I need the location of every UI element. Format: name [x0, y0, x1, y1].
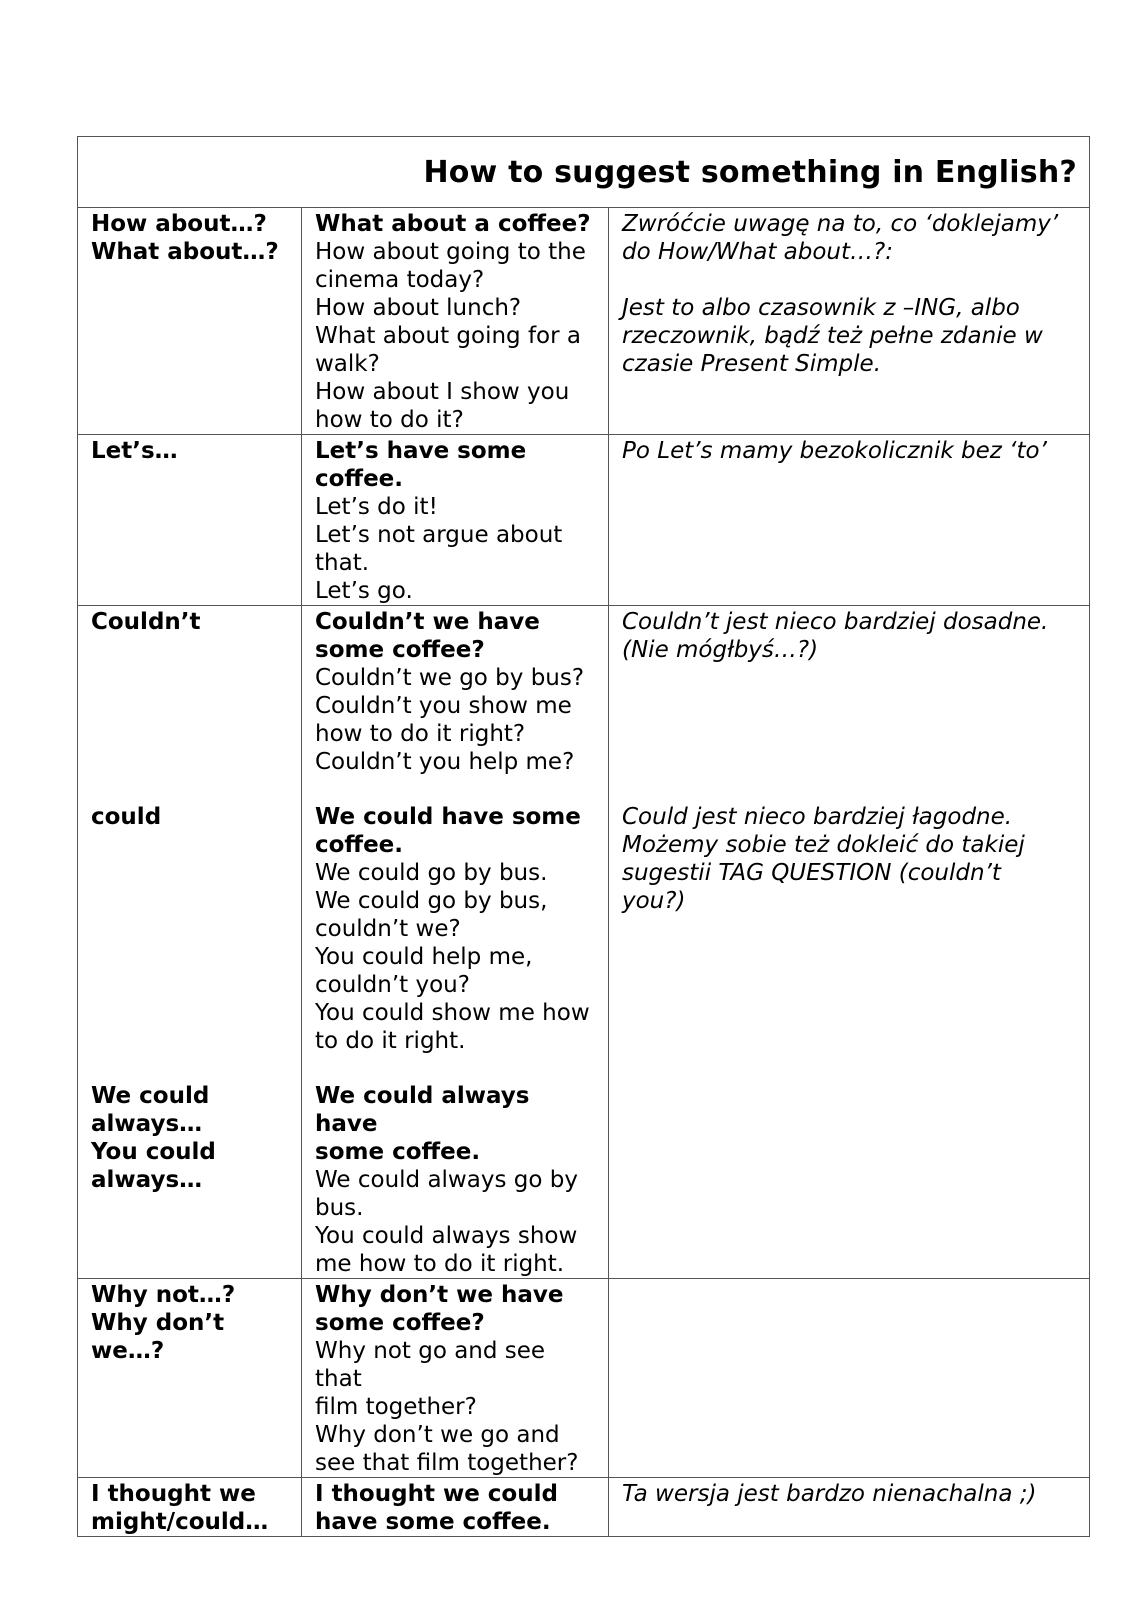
spacer: [622, 664, 1077, 692]
phrase-line: Why not…?: [91, 1282, 236, 1308]
spacer: [91, 1055, 289, 1082]
phrase-line: always…: [91, 1111, 203, 1137]
phrase-line: I thought we: [91, 1481, 256, 1507]
example-line: that.: [315, 550, 370, 576]
note-line: rzeczownik, bądź też pełne zdanie w: [622, 323, 1043, 349]
note-line: Po Let’s mamy bezokolicznik bez ‘to’: [622, 438, 1047, 464]
example-line: We could go by bus.: [315, 860, 548, 886]
spacer: [91, 943, 289, 971]
spacer: [91, 831, 289, 859]
phrase-line: Let’s…: [91, 438, 178, 464]
example-bold-line: some coffee?: [315, 637, 485, 663]
notes-cell: [609, 435, 1090, 606]
table-row: [78, 606, 1090, 1279]
example-line: We could go by bus,: [315, 888, 548, 914]
note-line: do How/What about…?:: [622, 239, 893, 265]
phrase-line: How about…?: [91, 211, 267, 237]
phrase-line: What about…?: [91, 239, 279, 265]
example-line: Why don’t we go and: [315, 1422, 560, 1448]
spacer: [622, 748, 1077, 776]
table-row: [78, 208, 1090, 435]
page-title: How to suggest something in English?: [423, 155, 1077, 190]
suggestions-table: [77, 136, 1089, 1535]
examples-cell: [302, 208, 609, 435]
spacer: [315, 1055, 596, 1082]
example-line: to do it right.: [315, 1028, 466, 1054]
example-line: Let’s do it!: [315, 494, 438, 520]
example-line: how to do it?: [315, 407, 464, 433]
phrase-line: You could: [91, 1139, 216, 1165]
phrase-line: Couldn’t: [91, 609, 201, 635]
example-line: Couldn’t you show me: [315, 693, 572, 719]
spacer: [622, 776, 1077, 803]
example-line: Let’s go.: [315, 578, 413, 604]
phrase-cell: [78, 208, 302, 435]
table-row: [78, 1279, 1090, 1478]
examples-cell: [302, 435, 609, 606]
example-line: me how to do it right.: [315, 1251, 565, 1277]
example-bold-line: have some coffee.: [315, 1509, 551, 1535]
example-bold-line: We could have some: [315, 804, 581, 830]
example-line: How about I show you: [315, 379, 570, 405]
note-line: czasie Present Simple.: [622, 351, 882, 377]
example-bold-line: some coffee.: [315, 1139, 481, 1165]
example-line: couldn’t you?: [315, 972, 470, 998]
spacer: [91, 720, 289, 748]
spacer: [91, 999, 289, 1027]
example-line: walk?: [315, 351, 380, 377]
spacer: [315, 776, 596, 803]
spacer: [91, 887, 289, 915]
example-line: How about going to the: [315, 239, 586, 265]
phrase-line: We could: [91, 1083, 210, 1109]
note-line: you?): [622, 888, 686, 914]
example-line: Why not go and see that: [315, 1338, 546, 1392]
notes-cell: [609, 1279, 1090, 1478]
spacer: [91, 692, 289, 720]
note-line: Zwróćcie uwagę na to, co ‘doklejamy’: [622, 211, 1059, 237]
example-bold-line: We could always have: [315, 1083, 530, 1137]
phrase-line: we…?: [91, 1338, 165, 1364]
phrase-line: Why don’t: [91, 1310, 225, 1336]
example-line: cinema today?: [315, 267, 485, 293]
note-line: Could jest nieco bardziej łagodne.: [622, 804, 1013, 830]
phrase-cell: [78, 606, 302, 1279]
note-line: (Nie mógłbyś…?): [622, 637, 819, 663]
example-bold-line: coffee.: [315, 832, 404, 858]
spacer: [91, 748, 289, 776]
example-bold-line: What about a coffee?: [315, 211, 591, 237]
examples-cell: [302, 606, 609, 1279]
title-row: [78, 137, 1090, 208]
example-bold-line: I thought we could: [315, 1481, 558, 1507]
spacer: [91, 915, 289, 943]
phrase-cell: [78, 1478, 302, 1537]
note-line: Ta wersja jest bardzo nienachalna ;): [622, 1481, 1037, 1507]
example-line: Let’s not argue about: [315, 522, 563, 548]
spacer: [91, 776, 289, 803]
example-line: You could help me,: [315, 944, 533, 970]
spacer: [622, 266, 1077, 294]
phrase-cell: [78, 435, 302, 606]
example-line: What about going for a: [315, 323, 581, 349]
example-bold-line: Couldn’t we have: [315, 609, 540, 635]
example-line: see that film together?: [315, 1450, 579, 1476]
spacer: [91, 1027, 289, 1055]
note-line: Możemy sobie też dokleić do takiej: [622, 832, 1025, 858]
note-line: Jest to albo czasownik z –ING, albo: [622, 295, 1020, 321]
spacer: [91, 636, 289, 664]
title-cell: [78, 137, 1090, 208]
example-line: You could show me how: [315, 1000, 590, 1026]
spacer: [622, 692, 1077, 720]
phrase-line: might/could…: [91, 1509, 269, 1535]
example-bold-line: Why don’t we have: [315, 1282, 564, 1308]
spacer: [91, 859, 289, 887]
example-line: how to do it right?: [315, 721, 526, 747]
example-bold-line: coffee.: [315, 466, 404, 492]
notes-cell: [609, 1478, 1090, 1537]
note-line: Couldn’t jest nieco bardziej dosadne.: [622, 609, 1049, 635]
example-bold-line: Let’s have some: [315, 438, 527, 464]
example-line: How about lunch?: [315, 295, 522, 321]
phrase-line: could: [91, 804, 162, 830]
notes-cell: [609, 606, 1090, 1279]
note-line: sugestii TAG QUESTION (couldn’t: [622, 860, 1001, 886]
example-line: bus.: [315, 1195, 364, 1221]
example-line: Couldn’t we go by bus?: [315, 665, 585, 691]
phrase-line: always…: [91, 1167, 203, 1193]
example-line: Couldn’t you help me?: [315, 749, 575, 775]
examples-cell: [302, 1279, 609, 1478]
table-row: [78, 1478, 1090, 1537]
example-bold-line: some coffee?: [315, 1310, 485, 1336]
table-row: [78, 435, 1090, 606]
examples-cell: [302, 1478, 609, 1537]
spacer: [622, 720, 1077, 748]
example-line: film together?: [315, 1394, 477, 1420]
example-line: We could always go by: [315, 1167, 578, 1193]
spacer: [91, 664, 289, 692]
phrase-cell: [78, 1279, 302, 1478]
example-line: You could always show: [315, 1223, 578, 1249]
example-line: couldn’t we?: [315, 916, 461, 942]
notes-cell: [609, 208, 1090, 435]
spacer: [91, 971, 289, 999]
